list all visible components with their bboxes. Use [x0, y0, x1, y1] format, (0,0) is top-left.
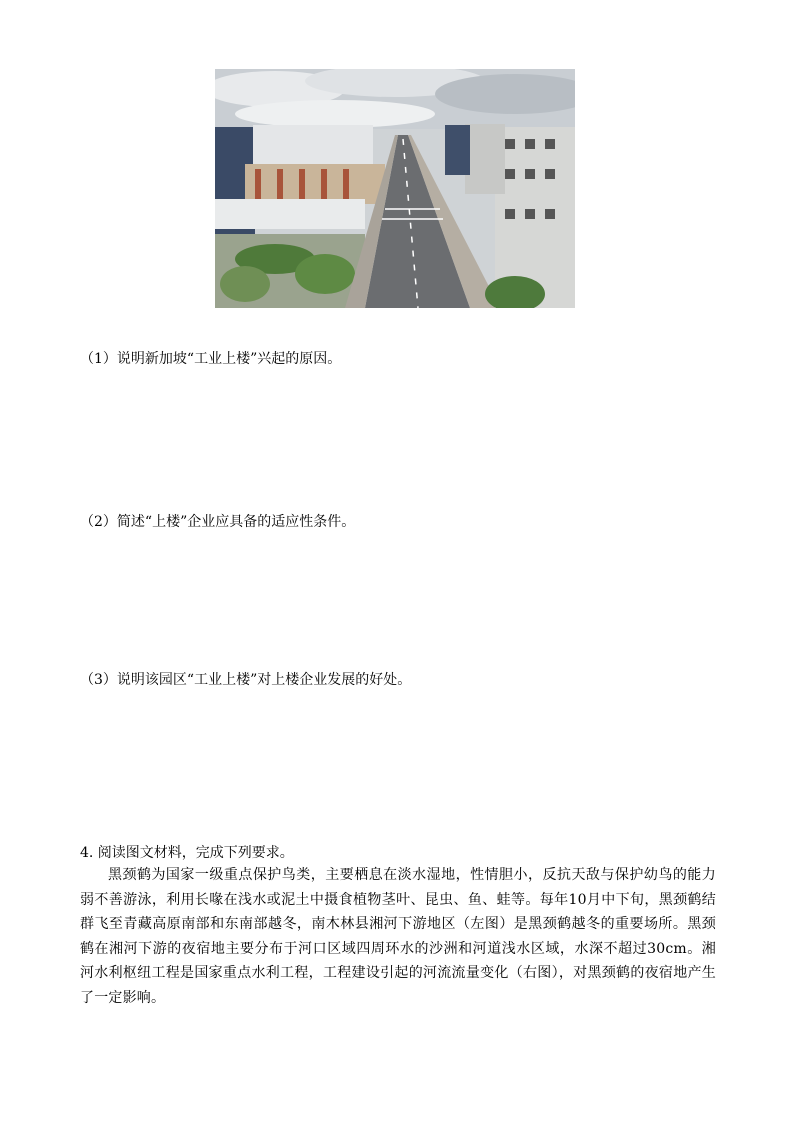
section-4-title: 4. 阅读图文材料，完成下列要求。	[80, 845, 294, 861]
section-4-passage: 黑颈鹤为国家一级重点保护鸟类，主要栖息在淡水湿地，性情胆小，反抗天敌与保护幼鸟的能力弱不善游泳，利用长喙在浅水或泥土中摄食植物茎叶、昆虫、鱼、蛙等。每年10月中下旬，黑颈鹤结群飞至青藏高原南部和东南部越冬，南木林县湘河下游地区（左图）是黑颈鹤越冬的重要场所。黑颈鹤在湘河下游的夜宿地主要分布于河口区域四周环水的沙洲和河道浅水区域，水深不超过30cm。湘河水利枢纽工程是国家重点水利工程，工程建设引起的河流流量变化（右图），对黑颈鹤的夜宿地产生了一定影响。	[80, 867, 716, 1006]
industrial-park-photo	[215, 69, 575, 308]
question-1: （1）说明新加坡“工业上楼”兴起的原因。	[80, 351, 342, 367]
question-3: （3）说明该园区“工业上楼”对上楼企业发展的好处。	[80, 672, 412, 688]
question-2: （2）简述“上楼”企业应具备的适应性条件。	[80, 514, 356, 530]
